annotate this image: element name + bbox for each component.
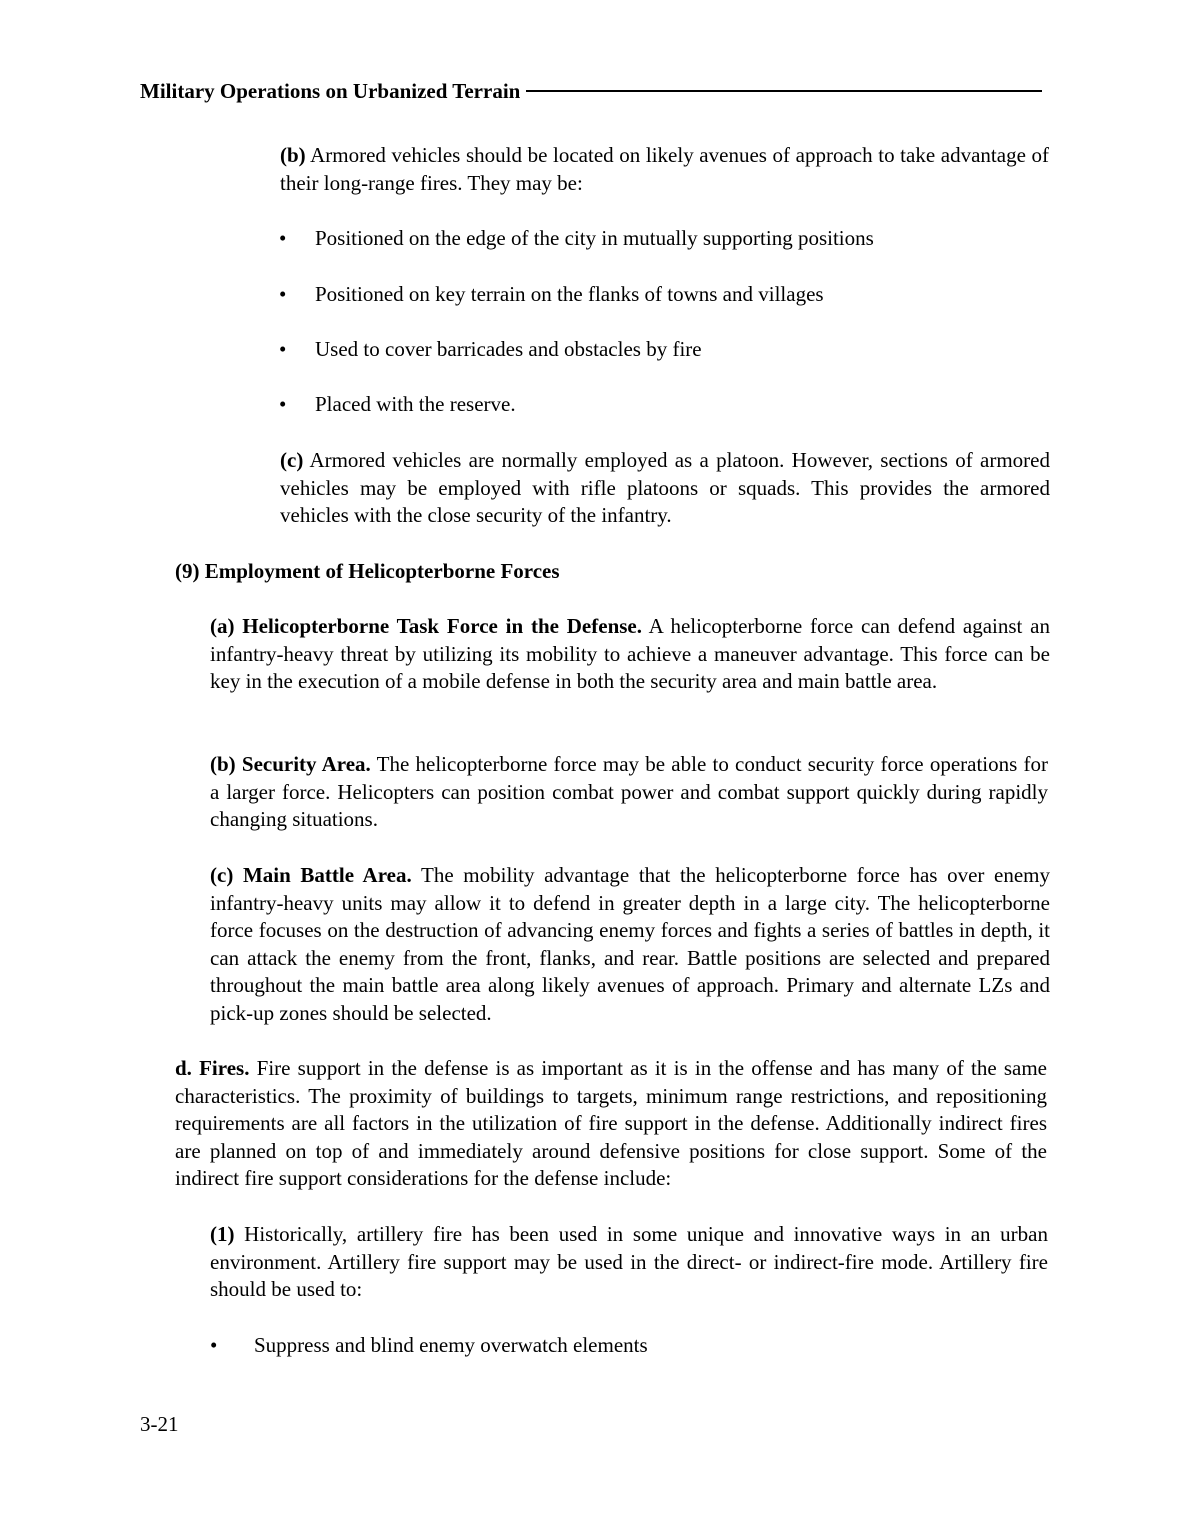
bullet-icon: • xyxy=(210,1333,218,1357)
list-item-text: Positioned on key terrain on the flanks of towns and villages xyxy=(315,282,824,306)
paragraph-b-armored-location xyxy=(280,142,1049,197)
list-item xyxy=(279,225,874,253)
paragraph-d-fires xyxy=(175,1055,1047,1193)
paragraph-label: d. Fires. xyxy=(175,1056,250,1080)
running-header xyxy=(140,78,1042,106)
section-heading-helicopterborne: (9) Employment of Helicopterborne Forces xyxy=(175,559,560,583)
paragraph-text: Historically, artillery fire has been used in some unique and innovative ways in an urban environment. Artillery fire support may be used in the direct- or indirect-fire mode. Artillery fire should be used to: xyxy=(210,1222,1048,1301)
list-item xyxy=(279,281,824,309)
paragraph-text: Armored vehicles should be located on likely avenues of approach to take advantage of their long-range fires. They may be: xyxy=(280,143,1049,195)
paragraph-label: (b) Security Area. xyxy=(210,752,371,776)
list-item xyxy=(279,391,516,419)
paragraph-label: (1) xyxy=(210,1222,235,1246)
paragraph-text: A helicopterborne force can defend against an infantry-heavy threat by utilizing its mobility to achieve a maneuver advantage. This force can be key in the execution of a mobile defense in both the security area and main battle area. xyxy=(210,614,1050,693)
paragraph-text: The mobility advantage that the helicopterborne force has over enemy infantry-heavy units may allow it to defend in greater depth in a large city. The helicopterborne force focuses on the destruction of advancing enemy forces and fights a series of battles in depth, it can attack the enemy from the front, flanks, and rear. Battle positions are selected and prepared throughout the main battle area along likely avenues of approach. Primary and alternate LZs and pick-up zones should be selected. xyxy=(210,863,1051,1025)
bullet-icon: • xyxy=(279,392,287,416)
paragraph-text: Armored vehicles are normally employed as a platoon. However, sections of armored vehicles may be employed with rifle platoons or squads. This provides the armored vehicles with the close security of the infantry. xyxy=(280,448,1050,527)
list-item xyxy=(210,1332,648,1360)
bullet-icon: • xyxy=(279,282,287,306)
list-item-text: Positioned on the edge of the city in mutually supporting positions xyxy=(315,226,874,250)
header-rule xyxy=(526,90,1042,92)
list-item xyxy=(279,336,702,364)
paragraph-label: (c) xyxy=(280,448,304,472)
paragraph-b-security-area xyxy=(210,751,1048,834)
paragraph-text: Fire support in the defense is as important as it is in the offense and has many of the same characteristics. The proximity of buildings to targets, minimum range restrictions, and repositioning requirements are all factors in the utilization of fire support in the defense. Additionally indirect fires are planned on top of and immediately around defensive positions for close support. Some of the indirect fire support considerations for the defense include: xyxy=(175,1056,1047,1190)
paragraph-label: (c) Main Battle Area. xyxy=(210,863,412,887)
bullet-icon: • xyxy=(279,337,287,361)
paragraph-c-armored-platoon xyxy=(280,447,1050,530)
header-title: Military Operations on Urbanized Terrain xyxy=(140,79,521,104)
page-number: 3-21 xyxy=(140,1412,179,1436)
paragraph-text: The helicopterborne force may be able to conduct security force operations for a larger force. Helicopters can position combat power and combat support quickly during rapidly changing situations. xyxy=(210,752,1049,831)
list-item-text: Suppress and blind enemy overwatch elements xyxy=(254,1333,648,1357)
paragraph-label: (a) Helicopterborne Task Force in the Defense. xyxy=(210,614,642,638)
bullet-icon: • xyxy=(279,226,287,250)
list-item-text: Used to cover barricades and obstacles by fire xyxy=(315,337,702,361)
paragraph-c-main-battle-area xyxy=(210,862,1050,1027)
list-item-text: Placed with the reserve. xyxy=(315,392,516,416)
paragraph-a-task-force xyxy=(210,613,1050,696)
paragraph-label: (b) xyxy=(280,143,306,167)
paragraph-1-artillery xyxy=(210,1221,1048,1304)
